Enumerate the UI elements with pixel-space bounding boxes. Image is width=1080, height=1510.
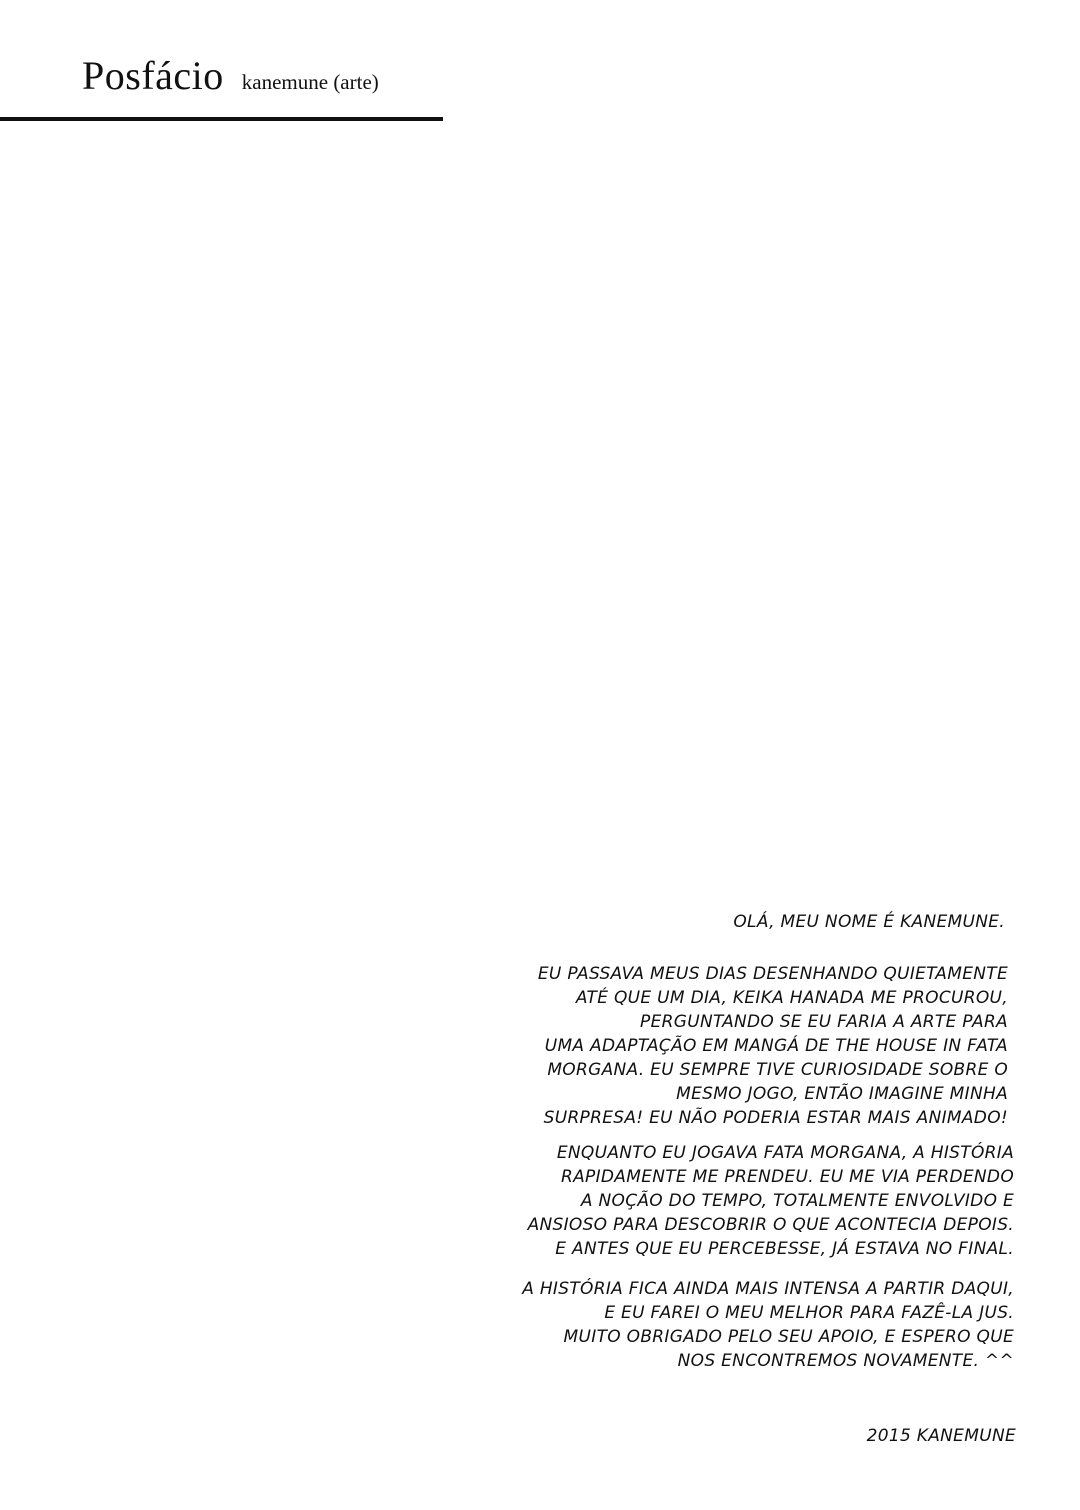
paragraph-line: MESMO JOGO, ENTÃO IMAGINE MINHA (676, 1084, 1008, 1104)
afterword-paragraph-2 (454, 1141, 1014, 1261)
paragraph-line: E EU FAREI O MEU MELHOR PARA FAZÊ-LA JUS. (604, 1303, 1014, 1323)
greeting-line: OLÁ, MEU NOME É KANEMUNE. (733, 912, 1005, 932)
paragraph-line: ATÉ QUE UM DIA, KEIKA HANADA ME PROCUROU, (575, 988, 1008, 1008)
paragraph-line: MORGANA. EU SEMPRE TIVE CURIOSIDADE SOBRE O (547, 1060, 1008, 1080)
paragraph-line: E ANTES QUE EU PERCEBESSE, JÁ ESTAVA NO FINAL. (555, 1239, 1014, 1259)
afterword-greeting (445, 910, 1005, 934)
paragraph-line: UMA ADAPTAÇÃO EM MANGÁ DE THE HOUSE IN FATA (544, 1036, 1008, 1056)
paragraph-line: RAPIDAMENTE ME PRENDEU. EU ME VIA PERDENDO (561, 1167, 1014, 1187)
paragraph-line: ANSIOSO PARA DESCOBRIR O QUE ACONTECIA DEPOIS. (527, 1215, 1014, 1235)
afterword-signature (456, 1424, 1016, 1448)
signature-line: 2015 KANEMUNE (866, 1426, 1016, 1446)
paragraph-line: MUITO OBRIGADO PELO SEU APOIO, E ESPERO QUE (563, 1327, 1014, 1347)
paragraph-line: EU PASSAVA MEUS DIAS DESENHANDO QUIETAMENTE (537, 964, 1008, 984)
header-divider (0, 117, 443, 121)
paragraph-line: ENQUANTO EU JOGAVA FATA MORGANA, A HISTÓRIA (556, 1143, 1014, 1163)
page-header (82, 52, 379, 99)
paragraph-line: NOS ENCONTREMOS NOVAMENTE. ^^ (677, 1351, 1014, 1371)
paragraph-line: A HISTÓRIA FICA AINDA MAIS INTENSA A PARTIR DAQUI, (522, 1279, 1014, 1299)
page-subtitle: kanemune (arte) (241, 70, 379, 94)
paragraph-line: A NOÇÃO DO TEMPO, TOTALMENTE ENVOLVIDO E (580, 1191, 1014, 1211)
afterword-paragraph-3 (454, 1277, 1014, 1373)
page-title: Posfácio (82, 53, 224, 98)
paragraph-line: PERGUNTANDO SE EU FARIA A ARTE PARA (640, 1012, 1008, 1032)
afterword-paragraph-1 (448, 962, 1008, 1130)
paragraph-line: SURPRESA! EU NÃO PODERIA ESTAR MAIS ANIMADO! (543, 1108, 1008, 1128)
